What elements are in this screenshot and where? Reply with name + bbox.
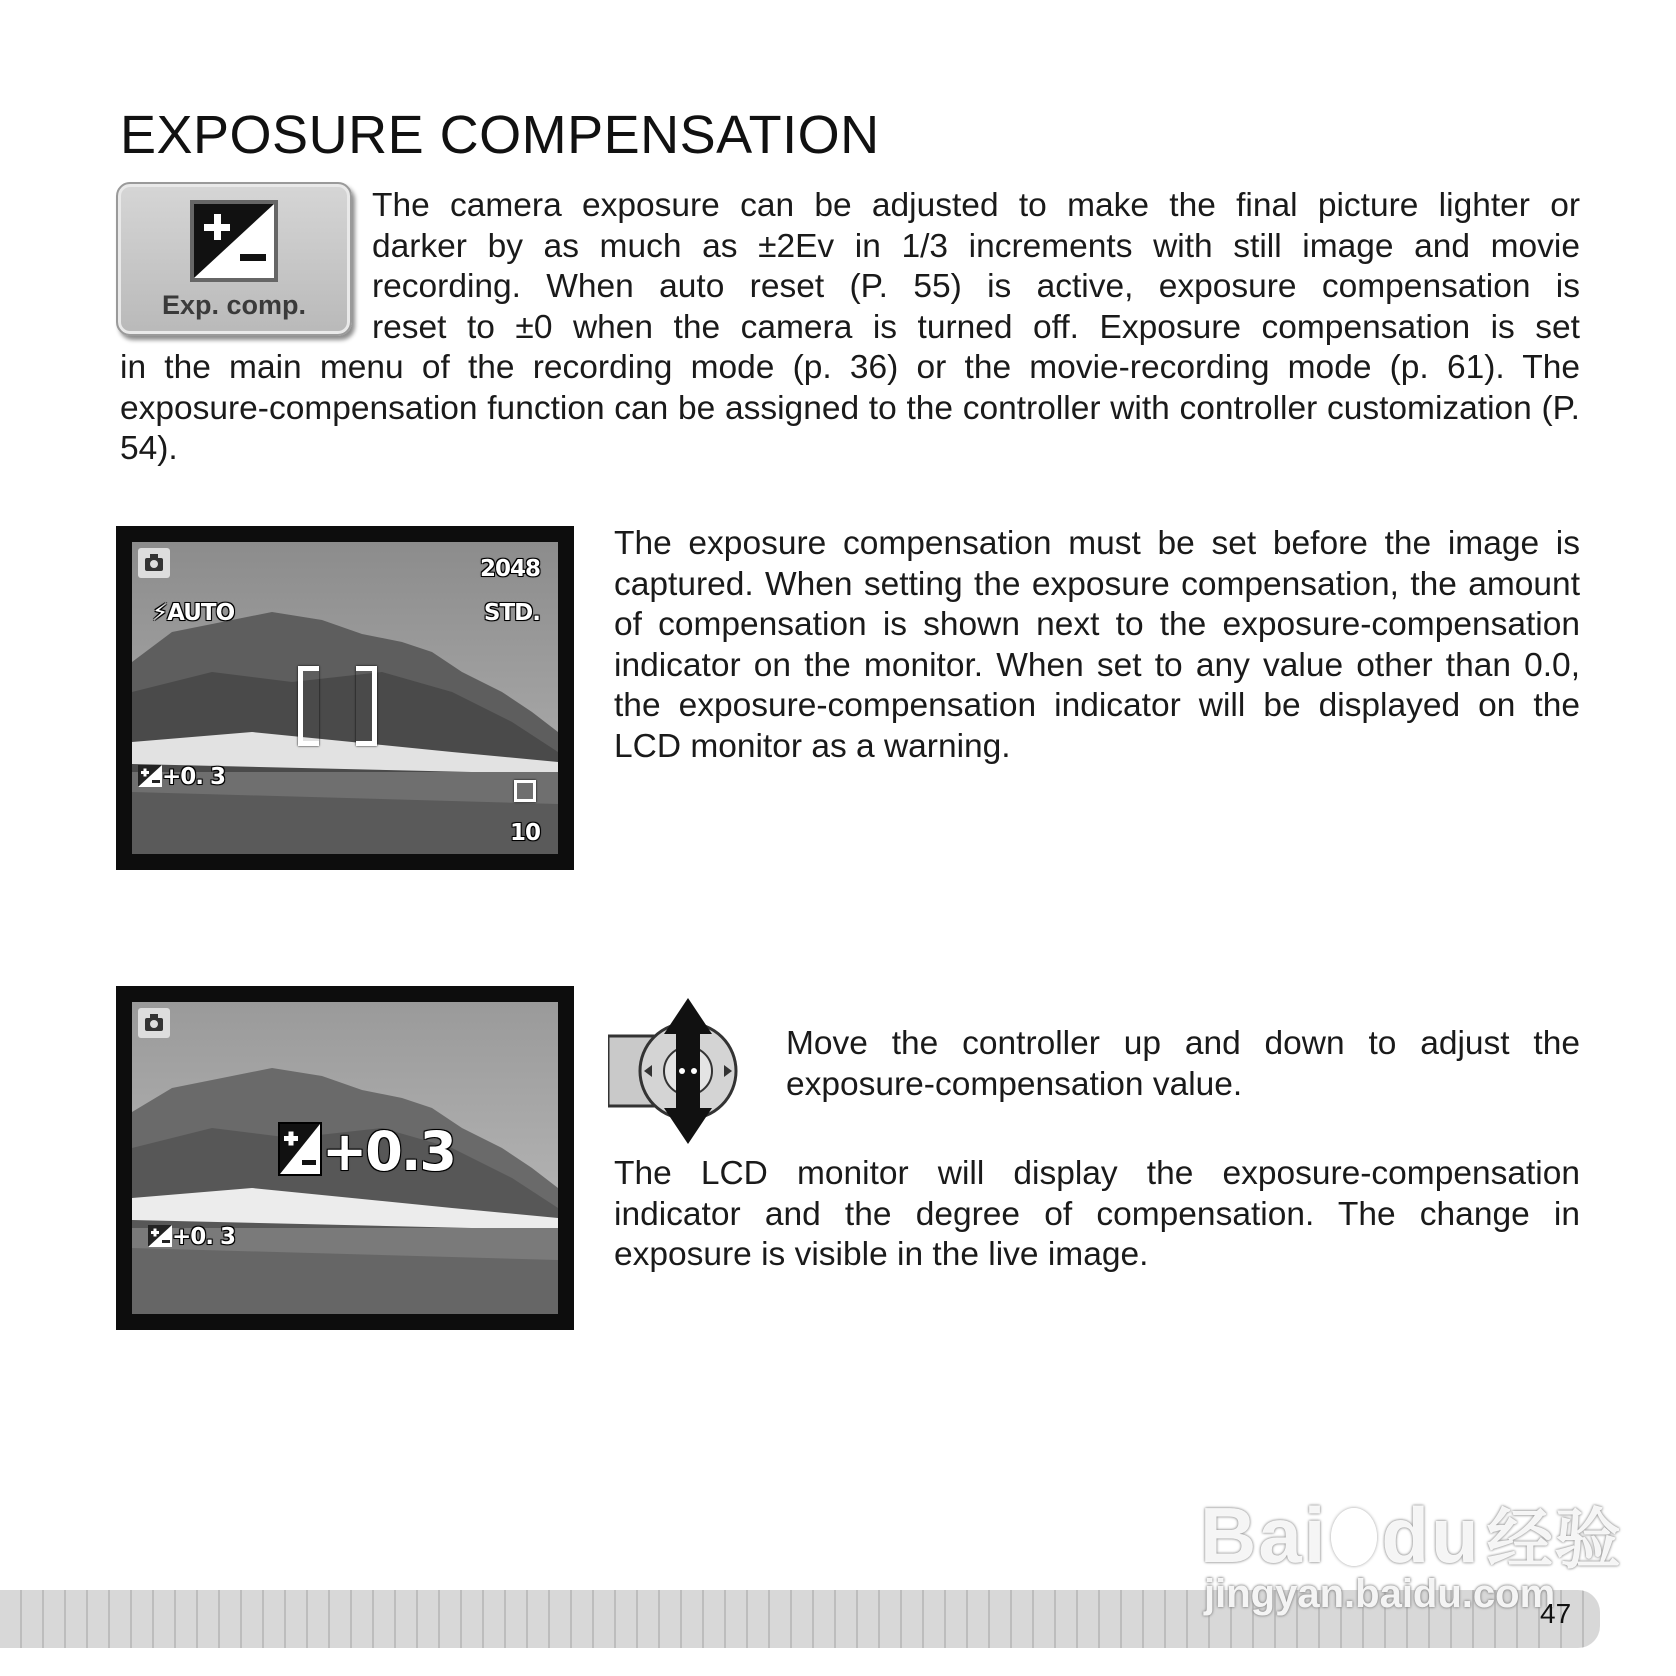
- intro-line-2: darker by as much as ±2Ev in 1/3 increments with still image and movie: [372, 227, 1580, 265]
- flash-mode-text: AUTO: [167, 600, 235, 626]
- exposure-comp-value: +0. 3: [172, 1224, 236, 1250]
- camera-mode-icon: [138, 1008, 170, 1038]
- resolution-indicator: 2048: [479, 556, 540, 582]
- page-title: EXPOSURE COMPENSATION: [120, 105, 880, 165]
- watermark-cn: 经验: [1486, 1501, 1623, 1578]
- intro-line-3: recording. When auto reset (P. 55) is active, exposure compensation is: [372, 268, 1580, 305]
- lcd-monitor-adjust: [116, 986, 574, 1330]
- exp-comp-label: Exp. comp.: [161, 290, 307, 320]
- paw-icon: [1331, 1508, 1377, 1566]
- watermark-brand2: du: [1381, 1491, 1481, 1579]
- intro-paragraph-rest: in the main menu of the recording mode (p. 36) or the movie-recording mode (p. 61). The exposure-compensation function can be assigned to the controller with controller customization (P. 54).: [120, 349, 1580, 467]
- section1-text: The exposure compensation must be set before the image is captured. When setting the exposure compensation, the amount of compensation is shown next to the exposure-compensation indicator on the monitor. When set to any value other than 0.0, the exposure-compensation indicator will be displayed on the LCD monitor as a warning.: [614, 525, 1580, 765]
- intro-line-1: The camera exposure can be adjusted to make the final picture lighter or: [372, 187, 1580, 224]
- exposure-comp-display: [138, 764, 225, 790]
- single-frame-drive-icon: [514, 780, 536, 802]
- quality-indicator: STD.: [483, 600, 540, 626]
- exposure-compensation-icon: [138, 765, 162, 787]
- exposure-comp-value: +0. 3: [162, 764, 226, 790]
- flash-mode-indicator: [152, 600, 234, 626]
- exposure-compensation-icon: [148, 1225, 172, 1247]
- watermark-url: jingyan.baidu.com: [1204, 1572, 1556, 1616]
- camera-mode-icon: [138, 548, 170, 578]
- exposure-comp-display: [148, 1224, 235, 1250]
- intro-line-4: reset to ±0 when the camera is turned off. Exposure compensation is set: [372, 308, 1580, 346]
- exp-comp-button: [116, 182, 352, 336]
- exposure-comp-large-value: +0.3: [322, 1120, 455, 1183]
- exposure-compensation-icon: [190, 200, 278, 282]
- lcd-live-image: [132, 1002, 558, 1314]
- focus-frame-right-bracket: [356, 666, 377, 746]
- baidu-watermark-logo: [1200, 1486, 1623, 1581]
- intro-first-lines: [372, 186, 1580, 348]
- focus-frame-left-bracket: [298, 666, 319, 746]
- exposure-comp-large-display: [278, 1120, 455, 1183]
- controller-up-down-icon: [608, 996, 758, 1146]
- section2-text: The LCD monitor will display the exposure-compensation indicator and the degree of compensation. The change in exposure is visible in the live image.: [614, 1155, 1580, 1273]
- exposure-compensation-icon: [278, 1122, 322, 1176]
- controller-instruction-text: Move the controller up and down to adjust the exposure-compensation value.: [786, 1025, 1580, 1103]
- watermark-brand: Bai: [1200, 1491, 1328, 1579]
- frame-counter: 10: [509, 820, 540, 846]
- flash-icon: ⚡: [152, 600, 168, 626]
- lcd-live-image: [132, 542, 558, 854]
- page-number: 47: [1540, 1598, 1572, 1629]
- lcd-monitor-recording: [116, 526, 574, 870]
